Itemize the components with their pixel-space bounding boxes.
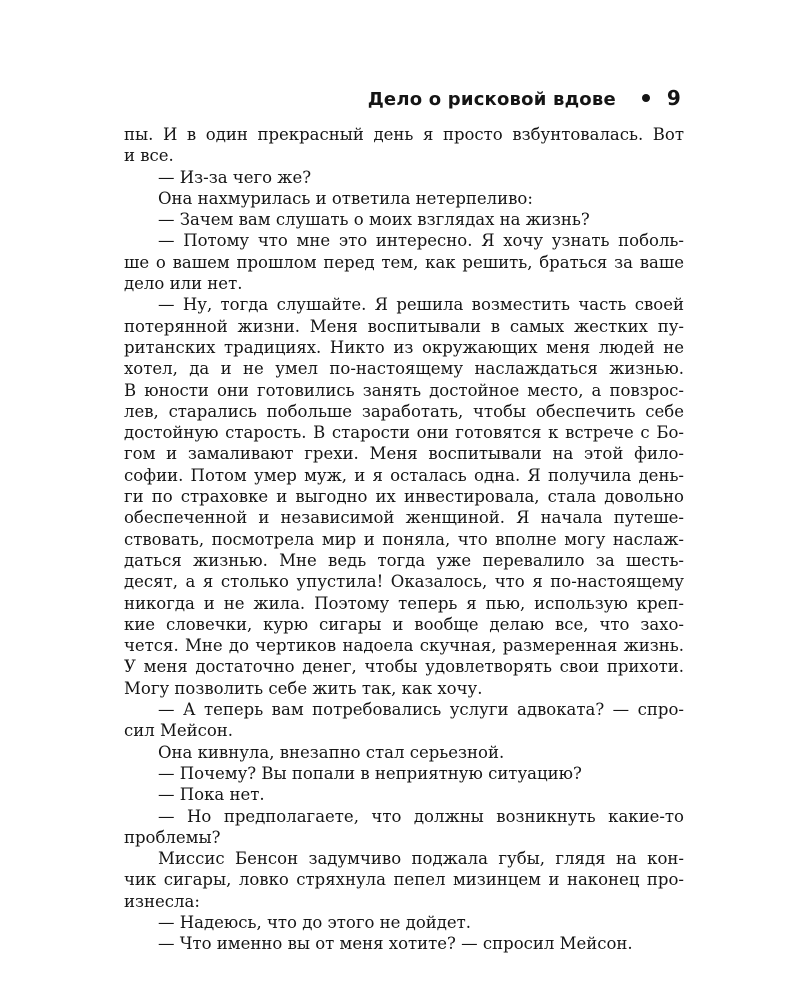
text-line: лев, старались побольше заработать, чтобы обеспечить себе — [124, 401, 684, 421]
text-line: — Что именно вы от меня хотите? — спросил Мейсон. — [158, 934, 633, 954]
text-line: — Зачем вам слушать о моих взглядах на жизнь? — [158, 210, 590, 230]
text-line: ги по страховке и выгодно их инвестировала, стала довольно — [124, 487, 684, 507]
text-line: гом и замаливают грехи. Меня воспитывали на этой фило- — [124, 444, 684, 464]
text-line: чется. Мне до чертиков надоела скучная, размеренная жизнь. — [124, 636, 684, 656]
text-line: Она нахмурилась и ответила нетерпеливо: — [158, 188, 533, 208]
page-number: 9 — [666, 86, 681, 110]
text-line: софии. Потом умер муж, и я осталась одна. Я получила день- — [124, 465, 684, 485]
text-line: дело или нет. — [124, 274, 243, 294]
text-line: даться жизнью. Мне ведь тогда уже перевалило за шесть- — [124, 550, 684, 570]
running-title: Дело о рисковой вдове — [367, 89, 616, 110]
text-line: — Но предполагаете, что должны возникнуть какие-то — [158, 806, 684, 826]
text-line: Она кивнула, внезапно стал серьезной. — [158, 742, 505, 762]
text-line: — А теперь вам потребовались услуги адвоката? — спро- — [158, 700, 684, 720]
text-line: ше о вашем прошлом перед тем, как решить, браться за ваше — [124, 252, 684, 272]
text-line: У меня достаточно денег, чтобы удовлетворять свои прихоти. — [124, 657, 684, 677]
body-text — [124, 124, 684, 955]
text-line: Могу позволить себе жить так, как хочу. — [124, 678, 483, 698]
text-line: — Из-за чего же? — [158, 167, 312, 187]
text-line: — Надеюсь, что до этого не дойдет. — [158, 912, 472, 932]
text-line: никогда и не жила. Поэтому теперь я пью, использую креп- — [124, 593, 684, 613]
text-line: В юности они готовились занять достойное место, а повзрос- — [124, 380, 684, 400]
text-line: — Ну, тогда слушайте. Я решила возместить часть своей — [158, 295, 684, 315]
text-line: сил Мейсон. — [124, 721, 234, 741]
text-line: хотел, да и не умел по-настоящему наслаждаться жизнью. — [124, 359, 684, 379]
text-line: — Почему? Вы попали в неприятную ситуацию? — [158, 763, 582, 783]
text-line: пы. И в один прекрасный день я просто взбунтовалась. Вот — [124, 125, 684, 144]
text-line: ританских традициях. Никто из окружающих меня людей не — [124, 337, 684, 357]
text-line: — Пока нет. — [158, 785, 265, 805]
text-line: потерянной жизни. Меня воспитывали в самых жестких пу- — [124, 316, 684, 336]
text-line: Миссис Бенсон задумчиво поджала губы, глядя на кон- — [158, 849, 684, 869]
text-line: обеспеченной и независимой женщиной. Я начала путеше- — [124, 508, 684, 528]
text-line: ствовать, посмотрела мир и поняла, что вполне могу наслаж- — [124, 529, 684, 549]
bullet-separator — [642, 94, 650, 102]
text-line: и все. — [124, 146, 174, 166]
running-head — [368, 86, 681, 110]
text-line: десят, а я столько упустила! Оказалось, что я по-настоящему — [124, 572, 684, 592]
text-line: чик сигары, ловко стряхнула пепел мизинцем и наконец про- — [124, 870, 684, 890]
text-line: — Потому что мне это интересно. Я хочу узнать поболь- — [158, 231, 684, 251]
text-line: кие словечки, курю сигары и вообще делаю все, что захо- — [124, 614, 684, 634]
text-line: достойную старость. В старости они готовятся к встрече с Бо- — [124, 423, 684, 443]
text-line: проблемы? — [124, 827, 221, 847]
text-line: изнесла: — [124, 891, 200, 911]
